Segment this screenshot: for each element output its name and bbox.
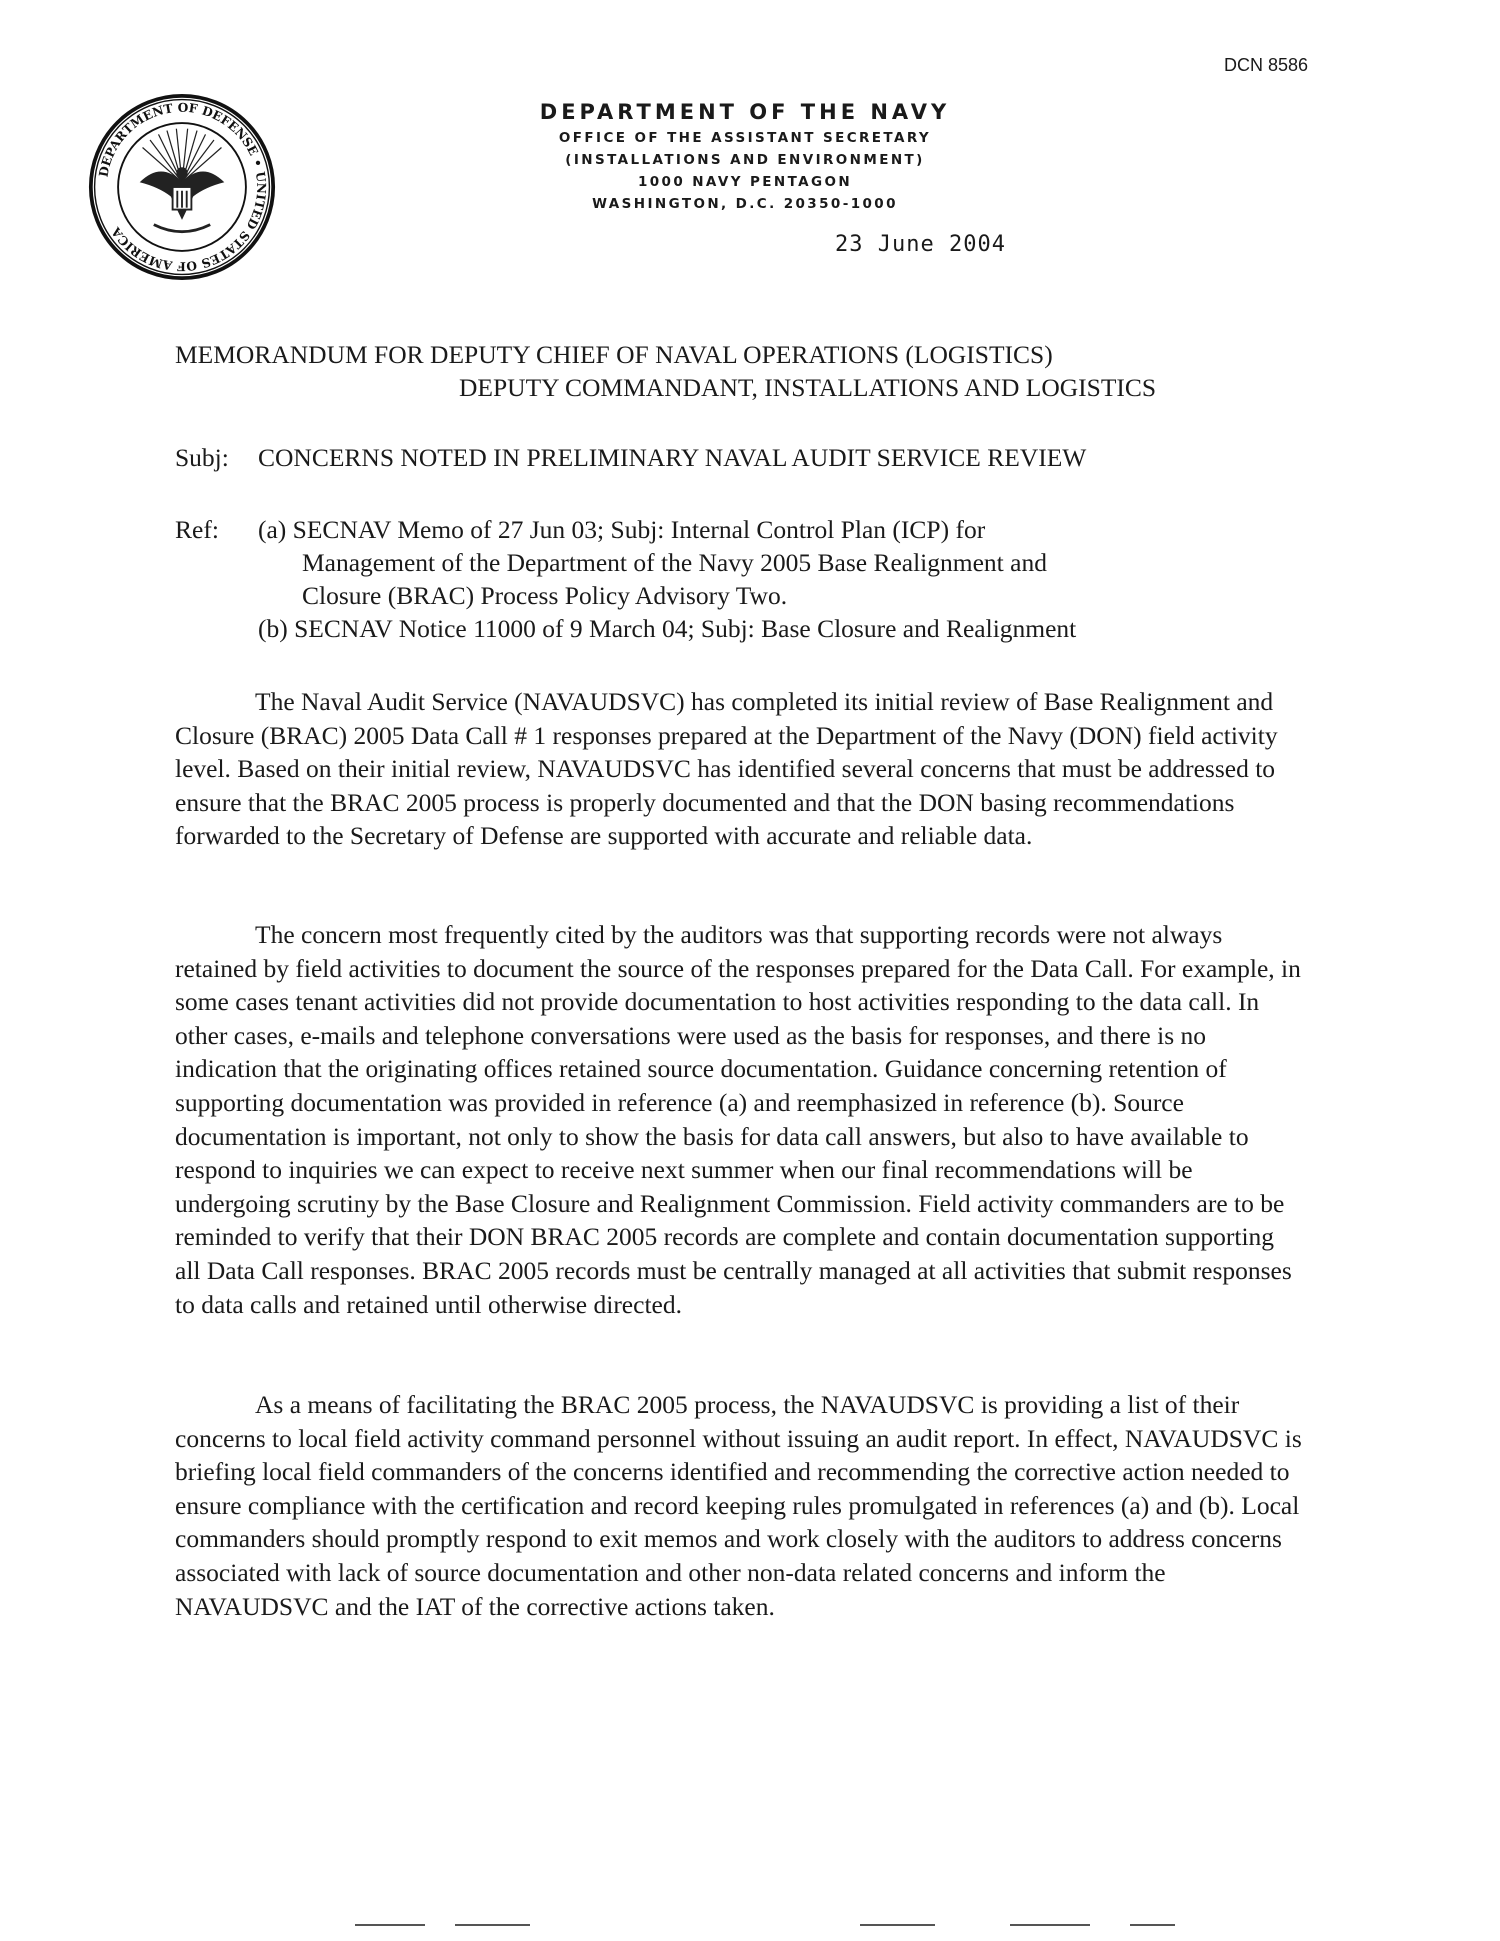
memo-for-line: MEMORANDUM FOR DEPUTY CHIEF OF NAVAL OPERATIONS (LOGISTICS) [175,340,1053,369]
office-line: WASHINGTON, D.C. 20350-1000 [592,196,898,212]
body-paragraph: As a means of facilitating the BRAC 2005 process, the NAVAUDSVC is providing a list of their concerns to local field activity command personnel without issuing an audit report. In effect, NAVAUDSVC is briefing local field commanders of the concerns identified and recommending the corrective action needed to ensure compliance with the certification and record keeping rules promulgated in references (a) and (b). Local commanders should promptly respond to exit memos and work closely with the auditors to address concerns associated with lack of source documentation and other non-data related concerns and inform the NAVAUDSVC and the IAT of the corrective actions taken. [175,1390,1302,1621]
reference-a: Management of the Department of the Navy 2005 Base Realignment and [302,548,1047,577]
scan-mark [1130,1924,1175,1926]
reference-a: Closure (BRAC) Process Policy Advisory Two. [302,581,788,610]
subject-text: CONCERNS NOTED IN PRELIMINARY NAVAL AUDIT SERVICE REVIEW [258,443,1087,472]
body-paragraph: The concern most frequently cited by the auditors was that supporting records were not always retained by field activities to document the source of the responses prepared for the Data Call. For example, in some cases tenant activities did not provide documentation to host activities responding to the data call. In other cases, e-mails and telephone conversations were used as the basis for responses, and there is no indication that the originating offices retained source documentation. Guidance concerning retention of supporting documentation was provided in reference (a) and reemphasized in reference (b). Source documentation is important, not only to show the basis for data call answers, but also to have available to respond to inquiries we can expect to receive next summer when our final recommendations will be undergoing scrutiny by the Base Closure and Realignment Commission. Field activity commanders are to be reminded to verify that their DON BRAC 2005 records are complete and contain documentation supporting all Data Call responses. BRAC 2005 records must be centrally managed at all activities that submit responses to data calls and retained until otherwise directed. [175,920,1301,1319]
reference-label: Ref: [175,515,219,544]
dcn-number: DCN 8586 [1224,55,1309,75]
office-line: 1000 NAVY PENTAGON [637,174,853,190]
scan-mark [355,1924,425,1926]
scan-mark [455,1924,530,1926]
reference-a: (a) SECNAV Memo of 27 Jun 03; Subj: Internal Control Plan (ICP) for [258,515,986,544]
department-name: DEPARTMENT OF THE NAVY [539,100,951,124]
body-paragraph: The Naval Audit Service (NAVAUDSVC) has completed its initial review of Base Realignment and Closure (BRAC) 2005 Data Call # 1 responses prepared at the Department of the Navy (DON) field activity level. Based on their initial review, NAVAUDSVC has identified several concerns that must be addressed to ensure that the BRAC 2005 process is properly documented and that the DON basing recommendations forwarded to the Secretary of Defense are supported with accurate and reliable data. [175,687,1278,851]
office-line: OFFICE OF THE ASSISTANT SECRETARY [558,130,932,146]
dod-seal-icon [88,93,276,281]
subject-label: Subj: [175,443,229,472]
scan-mark [860,1924,935,1926]
seal-text: DEPARTMENT OF DEFENSE • UNITED STATES OF AMERICA [96,100,269,274]
scan-mark [1010,1924,1090,1926]
office-line: (INSTALLATIONS AND ENVIRONMENT) [565,152,925,168]
reference-b: (b) SECNAV Notice 11000 of 9 March 04; Subj: Base Closure and Realignment [258,614,1077,643]
memo-date: 23 June 2004 [835,232,1006,257]
memo-for-line: DEPUTY COMMANDANT, INSTALLATIONS AND LOGISTICS [459,373,1157,402]
letterhead [470,100,1020,212]
